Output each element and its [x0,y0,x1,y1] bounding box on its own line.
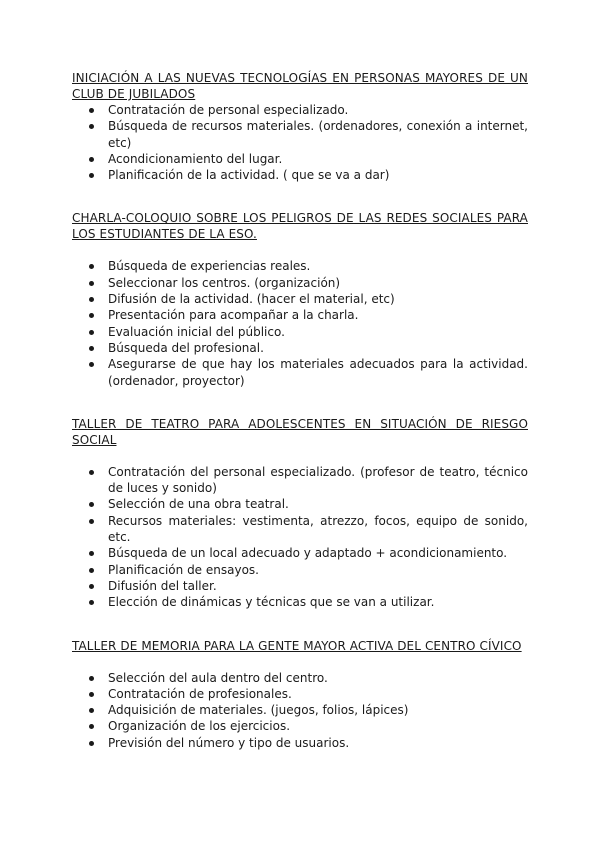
list-item-text: Organización de los ejercicios. [108,719,291,734]
list-item-text: Selección del aula dentro del centro. [108,670,328,685]
list-item [108,167,528,183]
list-item [108,464,528,497]
section-title: TALLER DE MEMORIA PARA LA GENTE MAYOR ACTIVA DEL CENTRO CÍVICO [72,638,522,653]
section-charla-redes-sociales [72,210,528,388]
task-list [72,670,528,751]
bullet-icon [89,124,94,129]
list-item [108,324,528,340]
list-item [108,291,528,307]
bullet-icon [89,551,94,556]
section-title: CHARLA-COLOQUIO SOBRE LOS PELIGROS DE LAS REDES SOCIALES PARA LOS ESTUDIANTES DE LA ESO. [72,211,528,242]
list-item [108,562,528,578]
bullet-icon [89,362,94,367]
list-item-text: Seleccionar los centros. (organización) [108,275,341,290]
list-item [108,718,528,734]
bullet-icon [89,741,94,746]
list-item [108,258,528,274]
list-item-text: Evaluación inicial del público. [108,324,285,339]
bullet-icon [89,297,94,302]
bullet-icon [89,568,94,573]
list-item [108,118,528,151]
list-item [108,496,528,512]
list-item [108,275,528,291]
list-item-text: Búsqueda de un local adecuado y adaptado + acondicionamiento. [108,546,508,561]
list-item [108,686,528,702]
list-item [108,594,528,610]
bullet-icon [89,502,94,507]
list-item [108,340,528,356]
list-item [108,670,528,686]
list-item-text: Búsqueda del profesional. [108,340,264,355]
list-item-text: Búsqueda de recursos materiales. (ordenadores, conexión a internet, etc) [108,119,528,150]
bullet-icon [89,692,94,697]
bullet-icon [89,281,94,286]
bullet-icon [89,346,94,351]
list-item-text: Elección de dinámicas y técnicas que se van a utilizar. [108,595,435,610]
list-item-text: Asegurarse de que hay los materiales adecuados para la actividad. (ordenador, proyector) [108,357,528,388]
list-item [108,735,528,751]
list-item [108,702,528,718]
list-item [108,102,528,118]
section-taller-teatro [72,416,528,611]
list-item-text: Selección de una obra teatral. [108,497,289,512]
list-item-text: Previsión del número y tipo de usuarios. [108,735,350,750]
bullet-icon [89,724,94,729]
list-item [108,578,528,594]
section-title: TALLER DE TEATRO PARA ADOLESCENTES EN SITUACIÓN DE RIESGO SOCIAL [72,416,528,447]
list-item-text: Contratación de profesionales. [108,686,292,701]
list-item [108,307,528,323]
list-item [108,545,528,561]
list-item-text: Adquisición de materiales. (juegos, folios, lápices) [108,703,409,718]
list-item [108,356,528,389]
list-item-text: Contratación del personal especializado. (profesor de teatro, técnico de luces y sonido) [108,464,528,496]
bullet-icon [89,108,94,113]
bullet-icon [89,676,94,681]
bullet-icon [89,600,94,605]
bullet-icon [89,173,94,178]
task-list [72,258,528,388]
list-item-text: Presentación para acompañar a la charla. [108,308,359,323]
list-item-text: Planificación de ensayos. [108,562,259,577]
list-item-text: Búsqueda de experiencias reales. [108,259,311,274]
list-item-text: Acondicionamiento del lugar. [108,151,283,166]
list-item-text: Difusión de la actividad. (hacer el material, etc) [108,292,395,307]
task-list [72,464,528,611]
section-title: INICIACIÓN A LAS NUEVAS TECNOLOGÍAS EN PERSONAS MAYORES DE UN CLUB DE JUBILADOS [72,71,528,101]
section-taller-memoria [72,638,528,751]
list-item [108,513,528,546]
bullet-icon [89,584,94,589]
bullet-icon [89,519,94,524]
task-list [72,102,528,183]
bullet-icon [89,330,94,335]
list-item-text: Contratación de personal especializado. [108,103,349,117]
bullet-icon [89,264,94,269]
list-item-text: Planificación de la actividad. ( que se va a dar) [108,168,390,183]
bullet-icon [89,313,94,318]
section-iniciacion-tecnologias [72,70,528,183]
list-item-text: Recursos materiales: vestimenta, atrezzo, focos, equipo de sonido, etc. [108,513,528,545]
bullet-icon [89,708,94,713]
list-item-text: Difusión del taller. [108,578,217,593]
bullet-icon [89,470,94,475]
bullet-icon [89,157,94,162]
list-item [108,151,528,167]
